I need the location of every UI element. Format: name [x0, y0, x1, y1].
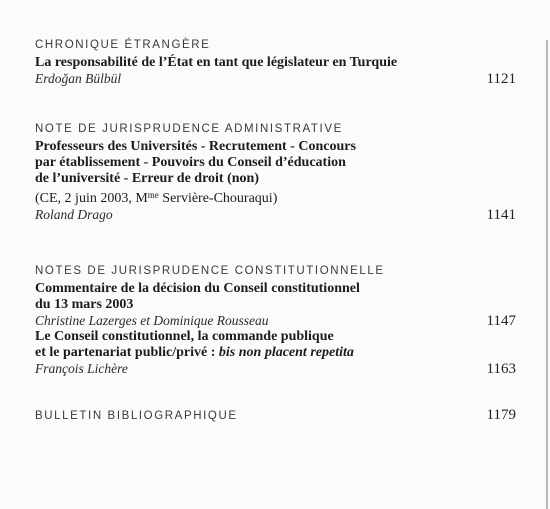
section-chronique-etrangere	[35, 38, 516, 87]
entry-title-text: et le partenariat public/privé :	[35, 345, 219, 360]
entry-title-line: Le Conseil constitutionnel, la commande publique	[35, 329, 334, 344]
section-heading: CHRONIQUE ÉTRANGÈRE	[35, 39, 211, 51]
entry-author: Erdoğan Bülbül	[35, 71, 122, 86]
entry-page-number: 1141	[486, 207, 516, 223]
section-heading: NOTE DE JURISPRUDENCE ADMINISTRATIVE	[35, 123, 343, 135]
entry-page-number: 1147	[486, 313, 516, 329]
toc-entry[interactable]	[35, 329, 516, 377]
page-edge-shadow	[546, 40, 548, 509]
entry-author: François Lichère	[35, 361, 128, 376]
entry-title	[35, 139, 456, 187]
entry-citation	[35, 187, 456, 207]
section-heading: NOTES DE JURISPRUDENCE CONSTITUTIONNELLE	[35, 265, 385, 277]
entry-title	[35, 281, 456, 313]
entry-page-number: 1163	[486, 361, 516, 377]
entry-title-line: du 13 mars 2003	[35, 297, 134, 312]
entry-author: Roland Drago	[35, 207, 113, 222]
entry-title	[35, 329, 456, 361]
toc-entry[interactable]	[35, 405, 516, 423]
section-note-jurisprudence-administrative	[35, 122, 516, 223]
toc-entry[interactable]	[35, 55, 516, 87]
entry-page-number: 1179	[486, 407, 516, 423]
toc-entry[interactable]	[35, 281, 516, 329]
entry-title-line: Professeurs des Universités - Recrutement - Concours	[35, 139, 356, 154]
section-notes-jurisprudence-constitutionnelle	[35, 264, 516, 377]
entry-page-number: 1121	[486, 71, 516, 87]
entry-title-line	[35, 345, 456, 361]
citation-suffix: Servière-Chouraqui)	[158, 191, 278, 206]
entry-title: La responsabilité de l’État en tant que législateur en Turquie	[35, 55, 398, 70]
citation-superscript: me	[147, 190, 159, 200]
entry-title-line: par établissement - Pouvoirs du Conseil d’éducation	[35, 155, 346, 170]
entry-title-line: Commentaire de la décision du Conseil constitutionnel	[35, 281, 360, 296]
citation-prefix: (CE, 2 juin 2003, M	[35, 191, 148, 206]
entry-title-line: de l’université - Erreur de droit (non)	[35, 171, 259, 186]
section-bulletin-bibliographique	[35, 405, 516, 423]
entry-title-latin: bis non placent repetita	[218, 345, 354, 360]
entry-author: Christine Lazerges et Dominique Rousseau	[35, 313, 269, 328]
section-heading: BULLETIN BIBLIOGRAPHIQUE	[35, 410, 238, 422]
toc-entry[interactable]	[35, 139, 516, 223]
